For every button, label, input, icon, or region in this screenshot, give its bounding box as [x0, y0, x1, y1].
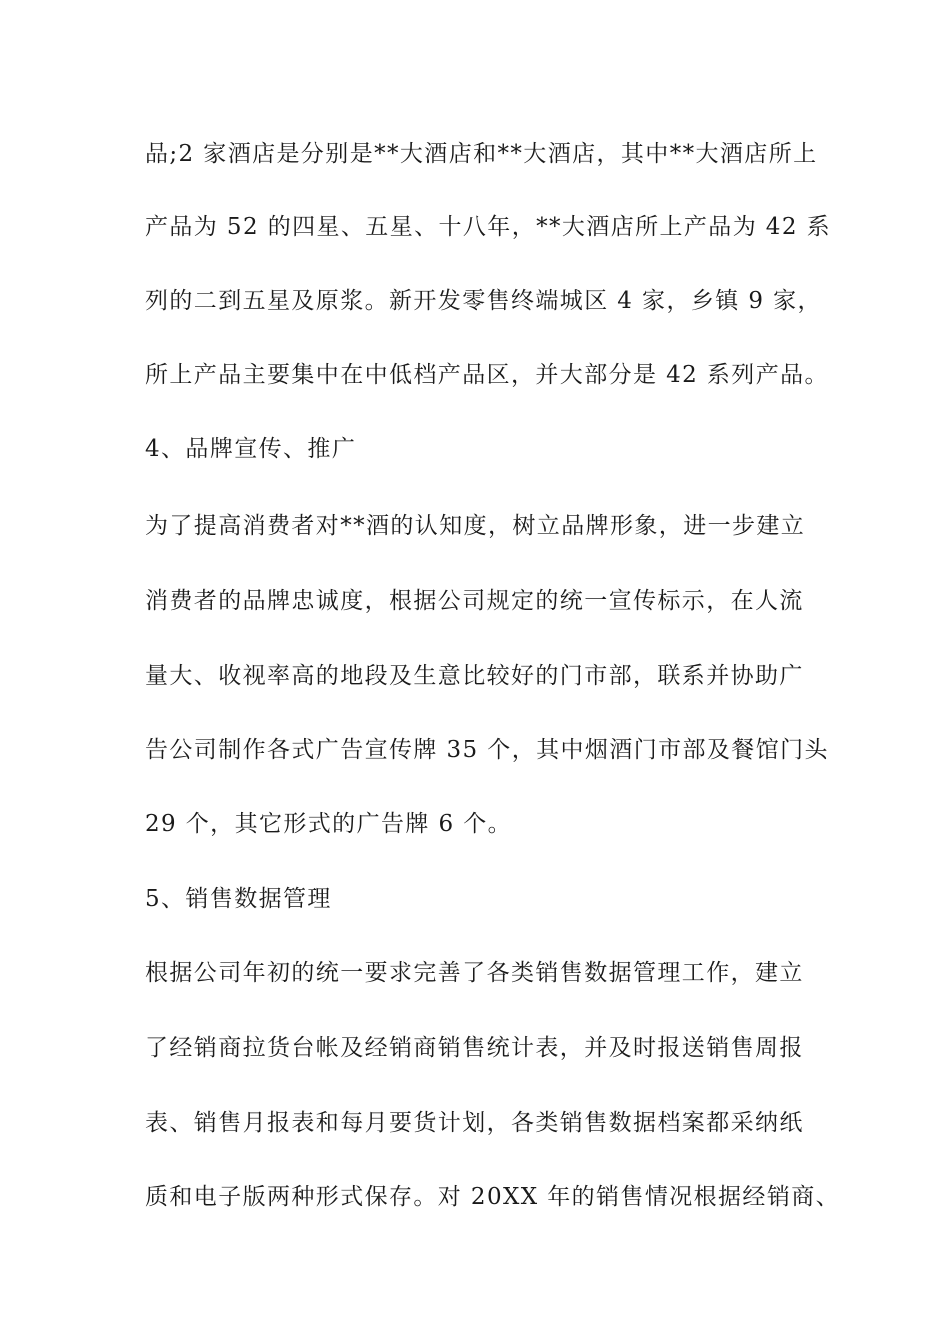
section-heading: 4、品牌宣传、推广: [145, 436, 357, 462]
paragraph-line: 了经销商拉货台帐及经销商销售统计表，并及时报送销售周报: [145, 1035, 804, 1061]
paragraph-line: 为了提高消费者对**酒的认知度，树立品牌形象，进一步建立: [145, 513, 806, 539]
paragraph-line: 表、销售月报表和每月要货计划，各类销售数据档案都采纳纸: [145, 1110, 804, 1136]
paragraph-line: 量大、收视率高的地段及生意比较好的门市部，联系并协助广: [145, 663, 804, 689]
paragraph-line: 列的二到五星及原浆。新开发零售终端城区 4 家，乡镇 9 家，: [145, 288, 822, 314]
paragraph-line: 质和电子版两种形式保存。对 20XX 年的销售情况根据经销商、: [145, 1184, 841, 1210]
paragraph-line: 根据公司年初的统一要求完善了各类销售数据管理工作，建立: [145, 960, 804, 986]
paragraph-line: 告公司制作各式广告宣传牌 35 个，其中烟酒门市部及餐馆门头: [145, 737, 829, 763]
paragraph-line: 29 个，其它形式的广告牌 6 个。: [145, 811, 513, 837]
paragraph-line: 所上产品主要集中在中低档产品区，并大部分是 42 系列产品。: [145, 362, 829, 388]
section-heading: 5、销售数据管理: [145, 886, 332, 912]
paragraph-line: 产品为 52 的四星、五星、十八年，**大酒店所上产品为 42 系: [145, 214, 831, 240]
paragraph-line: 消费者的品牌忠诚度，根据公司规定的统一宣传标示，在人流: [145, 588, 804, 614]
paragraph-line: 品;2 家酒店是分别是**大酒店和**大酒店，其中**大酒店所上: [145, 141, 818, 167]
